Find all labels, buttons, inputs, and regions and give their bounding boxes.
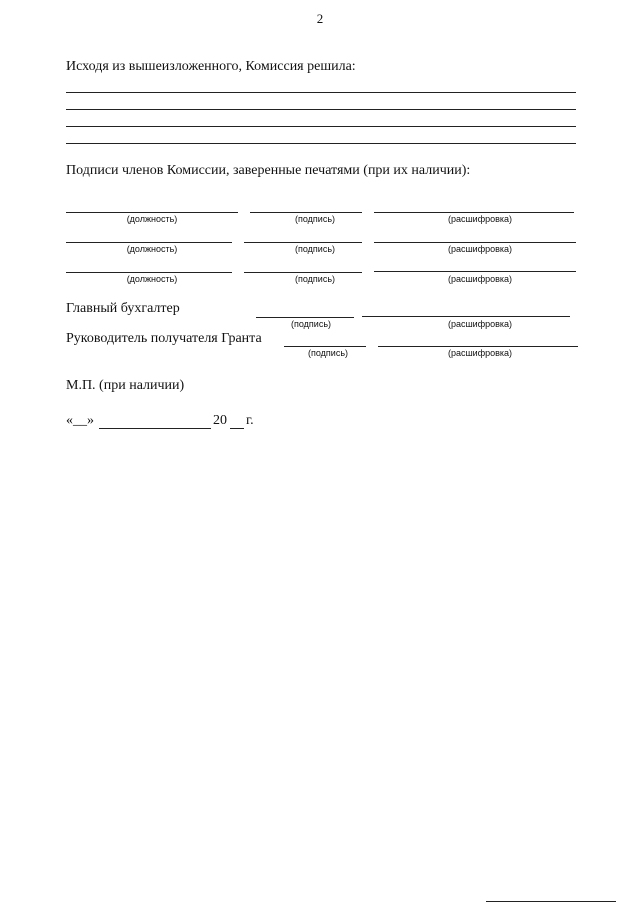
- date-year-prefix: 20: [213, 413, 227, 428]
- decision-heading: Исходя из вышеизложенного, Комиссия решила:: [66, 59, 356, 74]
- signature-line-3: [244, 272, 362, 273]
- position-line-1: [66, 212, 238, 213]
- grant-head-signature-line: [306, 346, 366, 347]
- signature-caption: (подпись): [307, 348, 349, 358]
- chief-accountant-signature-line: [256, 317, 354, 318]
- signature-caption: (подпись): [294, 274, 336, 284]
- footer-rule: [486, 901, 616, 902]
- signature-line-2: [244, 242, 362, 243]
- decision-line-4: [66, 143, 576, 144]
- position-line-2: [66, 242, 232, 243]
- decision-line-2: [66, 109, 576, 110]
- page-number: 2: [316, 11, 324, 26]
- signatures-heading: Подписи членов Комиссии, заверенные печатями (при их наличии):: [66, 163, 471, 178]
- decode-caption: (расшифровка): [447, 244, 513, 254]
- chief-accountant-decode-line: [362, 316, 570, 317]
- chief-accountant-label: Главный бухгалтер: [66, 301, 180, 316]
- decode-caption: (расшифровка): [447, 214, 513, 224]
- decode-line-2: [374, 242, 576, 243]
- date-year-suffix: г.: [246, 413, 254, 428]
- grant-head-label: Руководитель получателя Гранта: [66, 331, 262, 346]
- seal-label: М.П. (при наличии): [66, 378, 185, 393]
- position-caption: (должность): [126, 274, 178, 284]
- decode-line-3: [374, 271, 576, 272]
- decode-line-1: [374, 212, 574, 213]
- position-caption: (должность): [126, 214, 178, 224]
- signature-caption: (подпись): [294, 214, 336, 224]
- decode-caption: (расшифровка): [447, 274, 513, 284]
- decision-line-1: [66, 92, 576, 93]
- position-caption: (должность): [126, 244, 178, 254]
- position-line-3: [66, 272, 232, 273]
- signature-caption: (подпись): [294, 244, 336, 254]
- signature-caption: (подпись): [290, 319, 332, 329]
- date-year-line: [230, 428, 244, 429]
- grant-head-decode-line: [378, 346, 578, 347]
- decode-caption: (расшифровка): [447, 348, 513, 358]
- date-month-line: [99, 428, 211, 429]
- decision-line-3: [66, 126, 576, 127]
- date-day-field: «__»: [66, 413, 94, 428]
- decode-caption: (расшифровка): [447, 319, 513, 329]
- signature-line-1: [250, 212, 362, 213]
